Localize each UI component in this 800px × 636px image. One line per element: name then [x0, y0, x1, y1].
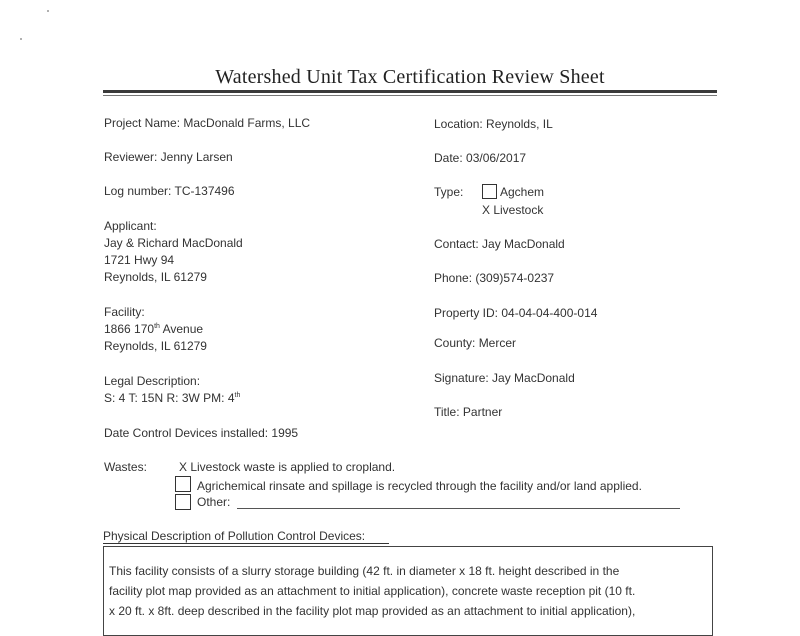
- physical-description-box: [103, 546, 713, 636]
- scan-speck: [20, 38, 22, 40]
- facility-address-line2: Reynolds, IL 61279: [104, 339, 207, 353]
- legal-description-label: Legal Description:: [104, 374, 201, 388]
- signature: Signature: Jay MacDonald: [434, 371, 575, 385]
- title-field: Title: Partner: [434, 405, 503, 419]
- type-livestock: X Livestock: [482, 203, 544, 217]
- waste-livestock: X Livestock waste is applied to cropland.: [179, 460, 396, 474]
- project-name: Project Name: MacDonald Farms, LLC: [104, 116, 311, 130]
- physical-description-heading: Physical Description of Pollution Control Devices:: [103, 529, 366, 543]
- agrichemical-checkbox[interactable]: [175, 476, 191, 492]
- title-rule-thin: [103, 95, 717, 96]
- facility-label: Facility:: [104, 305, 145, 319]
- reviewer: Reviewer: Jenny Larsen: [104, 150, 233, 164]
- type-agchem-option: [482, 184, 544, 199]
- type-label: Type:: [434, 185, 464, 199]
- waste-other-label: Other:: [197, 495, 231, 509]
- agchem-label: Agchem: [500, 185, 545, 199]
- location: Location: Reynolds, IL: [434, 117, 553, 131]
- review-date: Date: 03/06/2017: [434, 151, 527, 165]
- title-rule-thick: [103, 90, 717, 93]
- waste-agrichemical: Agrichemical rinsate and spillage is recycled through the facility and/or land applied.: [197, 479, 642, 493]
- heading-underline: [103, 543, 389, 544]
- applicant-address-line1: 1721 Hwy 94: [104, 253, 175, 267]
- facility-address-line1: 1866 170th Avenue: [104, 322, 204, 336]
- applicant-name: Jay & Richard MacDonald: [104, 236, 243, 250]
- county: County: Mercer: [434, 336, 517, 350]
- applicant-address-line2: Reynolds, IL 61279: [104, 270, 207, 284]
- other-blank-line[interactable]: [237, 508, 680, 509]
- contact: Contact: Jay MacDonald: [434, 237, 565, 251]
- scan-speck: [47, 10, 49, 12]
- other-checkbox[interactable]: [175, 494, 191, 510]
- property-id: Property ID: 04-04-04-400-014: [434, 306, 598, 320]
- log-number: Log number: TC-137496: [104, 184, 235, 198]
- description-line-3: x 20 ft. x 8ft. deep described in the facility plot map provided as an attachment to initial application),: [109, 604, 636, 618]
- agchem-checkbox[interactable]: [482, 184, 497, 199]
- date-installed: Date Control Devices installed: 1995: [104, 426, 299, 440]
- legal-description-value: S: 4 T: 15N R: 3W PM: 4th: [104, 391, 241, 405]
- applicant-label: Applicant:: [104, 219, 157, 233]
- document-title: Watershed Unit Tax Certification Review Sheet: [215, 66, 605, 88]
- wastes-label: Wastes:: [104, 460, 147, 474]
- phone: Phone: (309)574-0237: [434, 271, 555, 285]
- description-line-2: facility plot map provided as an attachment to initial application), concrete waste reception pit (10 ft.: [109, 584, 636, 598]
- description-line-1: This facility consists of a slurry storage building (42 ft. in diameter x 18 ft. height described in the: [109, 564, 620, 578]
